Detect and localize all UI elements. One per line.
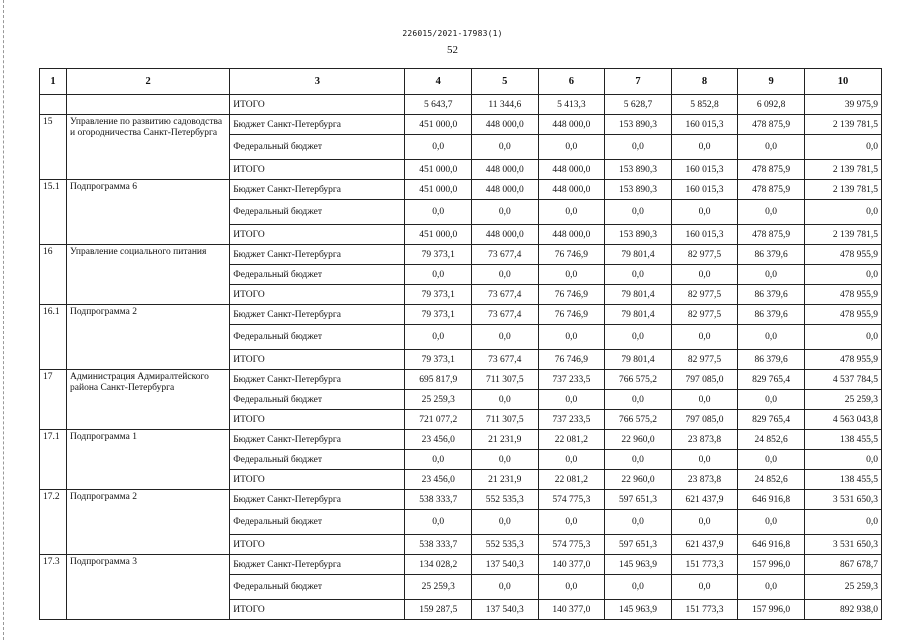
column-header: 1 [40, 69, 67, 95]
program-name: Подпрограмма 3 [67, 555, 230, 620]
page-number: 52 [447, 44, 458, 56]
value-cell: 0,0 [605, 265, 672, 285]
value-cell: 737 233,5 [538, 410, 605, 430]
row-number: 17 [40, 370, 67, 430]
value-cell: 711 307,5 [472, 410, 539, 430]
value-cell: 73 677,4 [472, 350, 539, 370]
total-cell: 478 955,9 [804, 245, 881, 265]
value-cell: 0,0 [605, 575, 672, 600]
total-cell: 39 975,9 [804, 95, 881, 115]
table-row [40, 490, 882, 510]
value-cell: 6 092,8 [738, 95, 805, 115]
table-row [40, 370, 882, 390]
value-cell: 76 746,9 [538, 245, 605, 265]
value-cell: 448 000,0 [472, 180, 539, 200]
total-cell: 4 563 043,8 [804, 410, 881, 430]
value-cell: 137 540,3 [472, 600, 539, 620]
value-cell: 0,0 [538, 265, 605, 285]
value-cell: 11 344,6 [472, 95, 539, 115]
funding-source-label: Бюджет Санкт-Петербурга [230, 430, 405, 450]
total-cell: 3 531 650,3 [804, 535, 881, 555]
value-cell: 82 977,5 [671, 245, 738, 265]
value-cell: 157 996,0 [738, 600, 805, 620]
value-cell: 0,0 [472, 135, 539, 160]
value-cell: 574 775,3 [538, 490, 605, 510]
total-cell: 0,0 [804, 135, 881, 160]
value-cell: 0,0 [738, 265, 805, 285]
funding-source-label: ИТОГО [230, 285, 405, 305]
table-row [40, 180, 882, 200]
value-cell: 0,0 [671, 450, 738, 470]
total-cell: 4 537 784,5 [804, 370, 881, 390]
total-cell: 0,0 [804, 450, 881, 470]
value-cell: 151 773,3 [671, 555, 738, 575]
value-cell: 0,0 [671, 265, 738, 285]
value-cell: 448 000,0 [472, 115, 539, 135]
total-cell: 478 955,9 [804, 350, 881, 370]
funding-source-label: Федеральный бюджет [230, 450, 405, 470]
value-cell: 21 231,9 [472, 430, 539, 450]
funding-source-label: Федеральный бюджет [230, 265, 405, 285]
total-cell: 2 139 781,5 [804, 180, 881, 200]
value-cell: 79 373,1 [405, 305, 472, 325]
value-cell: 0,0 [472, 575, 539, 600]
value-cell: 82 977,5 [671, 305, 738, 325]
value-cell: 0,0 [738, 135, 805, 160]
value-cell: 0,0 [472, 390, 539, 410]
row-number: 15.1 [40, 180, 67, 245]
value-cell: 829 765,4 [738, 370, 805, 390]
header-row [40, 69, 882, 95]
value-cell: 0,0 [605, 450, 672, 470]
table-row [40, 555, 882, 575]
program-name: Управление по развитию садоводства и огородничества Санкт-Петербурга [67, 115, 230, 180]
value-cell: 160 015,3 [671, 160, 738, 180]
value-cell: 23 873,8 [671, 430, 738, 450]
funding-source-label: Федеральный бюджет [230, 575, 405, 600]
value-cell: 766 575,2 [605, 370, 672, 390]
value-cell: 478 875,9 [738, 225, 805, 245]
value-cell: 79 801,4 [605, 305, 672, 325]
value-cell: 21 231,9 [472, 470, 539, 490]
value-cell: 451 000,0 [405, 115, 472, 135]
column-header: 8 [671, 69, 738, 95]
value-cell: 646 916,8 [738, 535, 805, 555]
value-cell: 0,0 [538, 135, 605, 160]
value-cell: 478 875,9 [738, 180, 805, 200]
value-cell: 73 677,4 [472, 285, 539, 305]
value-cell: 0,0 [738, 450, 805, 470]
row-number: 17.3 [40, 555, 67, 620]
value-cell: 597 651,3 [605, 490, 672, 510]
value-cell: 82 977,5 [671, 285, 738, 305]
value-cell: 0,0 [472, 450, 539, 470]
value-cell: 552 535,3 [472, 490, 539, 510]
value-cell: 797 085,0 [671, 370, 738, 390]
program-name: Подпрограмма 2 [67, 490, 230, 555]
total-cell: 138 455,5 [804, 470, 881, 490]
program-name: Подпрограмма 6 [67, 180, 230, 245]
value-cell: 79 801,4 [605, 285, 672, 305]
value-cell: 153 890,3 [605, 225, 672, 245]
total-cell: 478 955,9 [804, 285, 881, 305]
value-cell: 0,0 [472, 325, 539, 350]
value-cell: 766 575,2 [605, 410, 672, 430]
value-cell: 737 233,5 [538, 370, 605, 390]
value-cell: 0,0 [538, 450, 605, 470]
value-cell: 0,0 [738, 200, 805, 225]
value-cell: 76 746,9 [538, 305, 605, 325]
funding-source-label: Бюджет Санкт-Петербурга [230, 555, 405, 575]
funding-source-label: Бюджет Санкт-Петербурга [230, 490, 405, 510]
row-number: 16.1 [40, 305, 67, 370]
value-cell: 0,0 [538, 390, 605, 410]
value-cell: 5 413,3 [538, 95, 605, 115]
value-cell: 79 373,1 [405, 285, 472, 305]
value-cell: 448 000,0 [538, 180, 605, 200]
value-cell: 0,0 [605, 325, 672, 350]
value-cell: 79 373,1 [405, 245, 472, 265]
value-cell: 621 437,9 [671, 490, 738, 510]
value-cell: 82 977,5 [671, 350, 738, 370]
value-cell: 22 081,2 [538, 470, 605, 490]
program-name: Администрация Адмиралтейского района Санкт-Петербурга [67, 370, 230, 430]
value-cell: 25 259,3 [405, 575, 472, 600]
total-cell: 2 139 781,5 [804, 160, 881, 180]
funding-source-label: Федеральный бюджет [230, 510, 405, 535]
value-cell: 829 765,4 [738, 410, 805, 430]
value-cell: 646 916,8 [738, 490, 805, 510]
value-cell: 79 801,4 [605, 245, 672, 265]
value-cell: 140 377,0 [538, 600, 605, 620]
value-cell: 25 259,3 [405, 390, 472, 410]
value-cell: 0,0 [738, 510, 805, 535]
value-cell: 22 960,0 [605, 430, 672, 450]
total-cell: 867 678,7 [804, 555, 881, 575]
value-cell: 721 077,2 [405, 410, 472, 430]
value-cell: 5 643,7 [405, 95, 472, 115]
value-cell: 0,0 [405, 325, 472, 350]
column-header: 3 [230, 69, 405, 95]
value-cell: 73 677,4 [472, 245, 539, 265]
value-cell: 160 015,3 [671, 115, 738, 135]
value-cell: 0,0 [738, 575, 805, 600]
value-cell: 0,0 [738, 390, 805, 410]
value-cell: 76 746,9 [538, 285, 605, 305]
total-cell: 892 938,0 [804, 600, 881, 620]
value-cell: 145 963,9 [605, 555, 672, 575]
value-cell: 153 890,3 [605, 160, 672, 180]
value-cell: 23 456,0 [405, 470, 472, 490]
value-cell: 448 000,0 [538, 225, 605, 245]
funding-source-label: Федеральный бюджет [230, 135, 405, 160]
value-cell: 151 773,3 [671, 600, 738, 620]
funding-source-label: ИТОГО [230, 470, 405, 490]
value-cell: 0,0 [472, 265, 539, 285]
value-cell: 451 000,0 [405, 225, 472, 245]
total-cell: 3 531 650,3 [804, 490, 881, 510]
row-number: 15 [40, 115, 67, 180]
row-number: 17.2 [40, 490, 67, 555]
column-header: 7 [605, 69, 672, 95]
value-cell: 0,0 [605, 390, 672, 410]
value-cell: 159 287,5 [405, 600, 472, 620]
value-cell: 0,0 [671, 510, 738, 535]
value-cell: 695 817,9 [405, 370, 472, 390]
funding-source-label: ИТОГО [230, 160, 405, 180]
table-row [40, 115, 882, 135]
value-cell: 574 775,3 [538, 535, 605, 555]
table-row [40, 305, 882, 325]
value-cell: 23 873,8 [671, 470, 738, 490]
row-number: 16 [40, 245, 67, 305]
value-cell: 160 015,3 [671, 225, 738, 245]
funding-source-label: Бюджет Санкт-Петербурга [230, 305, 405, 325]
total-cell: 2 139 781,5 [804, 115, 881, 135]
value-cell: 22 081,2 [538, 430, 605, 450]
column-header: 6 [538, 69, 605, 95]
table-row [40, 95, 882, 115]
budget-table [39, 68, 882, 620]
value-cell: 0,0 [472, 200, 539, 225]
value-cell: 451 000,0 [405, 160, 472, 180]
value-cell: 621 437,9 [671, 535, 738, 555]
value-cell: 23 456,0 [405, 430, 472, 450]
funding-source-label: ИТОГО [230, 350, 405, 370]
value-cell: 86 379,6 [738, 350, 805, 370]
value-cell: 478 875,9 [738, 115, 805, 135]
value-cell: 0,0 [405, 135, 472, 160]
value-cell: 22 960,0 [605, 470, 672, 490]
value-cell: 538 333,7 [405, 535, 472, 555]
value-cell: 86 379,6 [738, 245, 805, 265]
value-cell: 0,0 [405, 450, 472, 470]
value-cell: 0,0 [605, 200, 672, 225]
value-cell: 538 333,7 [405, 490, 472, 510]
value-cell: 5 852,8 [671, 95, 738, 115]
row-number: 17.1 [40, 430, 67, 490]
value-cell: 448 000,0 [538, 160, 605, 180]
value-cell: 5 628,7 [605, 95, 672, 115]
value-cell: 137 540,3 [472, 555, 539, 575]
total-cell: 25 259,3 [804, 575, 881, 600]
value-cell: 448 000,0 [472, 160, 539, 180]
value-cell: 0,0 [405, 200, 472, 225]
total-cell: 2 139 781,5 [804, 225, 881, 245]
value-cell: 134 028,2 [405, 555, 472, 575]
total-cell: 25 259,3 [804, 390, 881, 410]
table-row [40, 245, 882, 265]
value-cell: 0,0 [405, 510, 472, 535]
value-cell: 0,0 [605, 135, 672, 160]
value-cell: 711 307,5 [472, 370, 539, 390]
value-cell: 451 000,0 [405, 180, 472, 200]
value-cell: 0,0 [538, 575, 605, 600]
value-cell: 153 890,3 [605, 180, 672, 200]
value-cell: 76 746,9 [538, 350, 605, 370]
value-cell: 0,0 [538, 200, 605, 225]
value-cell: 448 000,0 [472, 225, 539, 245]
program-name: Подпрограмма 1 [67, 430, 230, 490]
funding-source-label: ИТОГО [230, 600, 405, 620]
total-cell: 0,0 [804, 325, 881, 350]
value-cell: 0,0 [538, 325, 605, 350]
value-cell: 24 852,6 [738, 470, 805, 490]
funding-source-label: ИТОГО [230, 535, 405, 555]
value-cell: 0,0 [538, 510, 605, 535]
funding-source-label: Бюджет Санкт-Петербурга [230, 180, 405, 200]
value-cell: 24 852,6 [738, 430, 805, 450]
funding-source-label: ИТОГО [230, 95, 405, 115]
total-cell: 0,0 [804, 265, 881, 285]
funding-source-label: Бюджет Санкт-Петербурга [230, 245, 405, 265]
value-cell: 0,0 [472, 510, 539, 535]
value-cell: 478 875,9 [738, 160, 805, 180]
total-cell: 138 455,5 [804, 430, 881, 450]
value-cell: 0,0 [605, 510, 672, 535]
value-cell: 448 000,0 [538, 115, 605, 135]
funding-source-label: ИТОГО [230, 410, 405, 430]
table-row [40, 430, 882, 450]
value-cell: 552 535,3 [472, 535, 539, 555]
column-header: 2 [67, 69, 230, 95]
value-cell: 0,0 [671, 135, 738, 160]
column-header: 10 [804, 69, 881, 95]
value-cell: 153 890,3 [605, 115, 672, 135]
value-cell: 73 677,4 [472, 305, 539, 325]
page-edge-line [3, 0, 5, 640]
value-cell: 0,0 [671, 390, 738, 410]
total-cell: 0,0 [804, 200, 881, 225]
value-cell: 145 963,9 [605, 600, 672, 620]
value-cell: 797 085,0 [671, 410, 738, 430]
column-header: 5 [472, 69, 539, 95]
funding-source-label: Федеральный бюджет [230, 325, 405, 350]
column-header: 9 [738, 69, 805, 95]
program-name: Подпрограмма 2 [67, 305, 230, 370]
value-cell: 86 379,6 [738, 305, 805, 325]
value-cell: 0,0 [738, 325, 805, 350]
document-id: 226015/2021-17983(1) [402, 29, 503, 38]
funding-source-label: Бюджет Санкт-Петербурга [230, 370, 405, 390]
funding-source-label: Федеральный бюджет [230, 200, 405, 225]
value-cell: 86 379,6 [738, 285, 805, 305]
funding-source-label: Бюджет Санкт-Петербурга [230, 115, 405, 135]
value-cell: 140 377,0 [538, 555, 605, 575]
column-header: 4 [405, 69, 472, 95]
value-cell: 0,0 [671, 325, 738, 350]
total-cell: 478 955,9 [804, 305, 881, 325]
value-cell: 79 801,4 [605, 350, 672, 370]
value-cell: 597 651,3 [605, 535, 672, 555]
value-cell: 157 996,0 [738, 555, 805, 575]
funding-source-label: Федеральный бюджет [230, 390, 405, 410]
total-cell: 0,0 [804, 510, 881, 535]
funding-source-label: ИТОГО [230, 225, 405, 245]
value-cell: 0,0 [405, 265, 472, 285]
table-body [40, 95, 882, 620]
value-cell: 160 015,3 [671, 180, 738, 200]
value-cell: 0,0 [671, 575, 738, 600]
value-cell: 79 373,1 [405, 350, 472, 370]
program-name: Управление социального питания [67, 245, 230, 305]
value-cell: 0,0 [671, 200, 738, 225]
